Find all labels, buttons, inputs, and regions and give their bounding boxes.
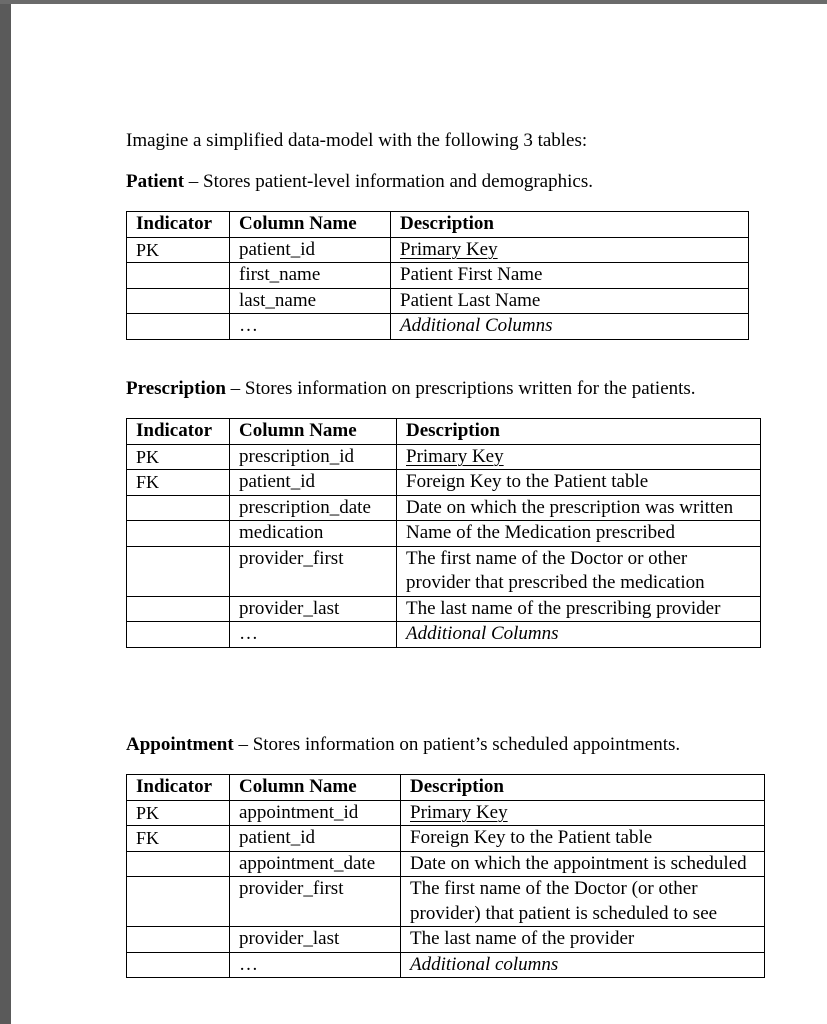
table-row [127, 288, 749, 314]
patient-title: Patient [126, 171, 185, 192]
indicator-cell [127, 495, 230, 521]
header-description: Description [401, 775, 765, 801]
indicator-cell: FK [127, 470, 230, 496]
column-name-cell: patient_id [230, 237, 391, 263]
appointment-description: – Stores information on patient’s scheduled appointments. [233, 734, 681, 755]
description-cell: The first name of the Doctor (or other provider) that patient is scheduled to see [401, 877, 765, 927]
table-row [127, 237, 749, 263]
indicator-cell [127, 263, 230, 289]
indicator-cell [127, 851, 230, 877]
description-cell: Date on which the prescription was written [397, 495, 761, 521]
table-row [127, 444, 761, 470]
column-name-cell: … [230, 622, 397, 648]
description-cell: The last name of the prescribing provider [397, 596, 761, 622]
column-name-cell: provider_last [230, 927, 401, 953]
table-row [127, 470, 761, 496]
indicator-cell [127, 877, 230, 927]
intro-text: Imagine a simplified data-model with the following 3 tables: [126, 130, 588, 151]
description-cell: Date on which the appointment is scheduled [401, 851, 765, 877]
description-cell: Foreign Key to the Patient table [397, 470, 761, 496]
table-row [127, 826, 765, 852]
description-cell: Primary Key [401, 800, 765, 826]
description-cell: Foreign Key to the Patient table [401, 826, 765, 852]
table-header-row [127, 212, 749, 238]
table-row [127, 263, 749, 289]
patient-heading [126, 171, 593, 193]
indicator-cell [127, 546, 230, 596]
header-description: Description [391, 212, 749, 238]
header-column-name: Column Name [230, 212, 391, 238]
description-cell: Primary Key [397, 444, 761, 470]
description-cell: Additional columns [401, 952, 765, 978]
description-cell: Primary Key [391, 237, 749, 263]
table-row [127, 851, 765, 877]
indicator-cell [127, 622, 230, 648]
appointment-heading [126, 734, 680, 756]
column-name-cell: appointment_date [230, 851, 401, 877]
indicator-cell: PK [127, 237, 230, 263]
prescription-title: Prescription [126, 378, 226, 399]
table-header-row [127, 775, 765, 801]
column-name-cell: … [230, 314, 391, 340]
column-name-cell: last_name [230, 288, 391, 314]
column-name-cell: provider_first [230, 877, 401, 927]
column-name-cell: provider_last [230, 596, 397, 622]
indicator-cell [127, 952, 230, 978]
indicator-cell [127, 314, 230, 340]
indicator-cell: PK [127, 444, 230, 470]
table-row [127, 952, 765, 978]
description-cell: The last name of the provider [401, 927, 765, 953]
table-row [127, 800, 765, 826]
prescription-table [126, 418, 761, 648]
header-indicator: Indicator [127, 419, 230, 445]
column-name-cell: medication [230, 521, 397, 547]
column-name-cell: patient_id [230, 470, 397, 496]
column-name-cell: first_name [230, 263, 391, 289]
table-row [127, 521, 761, 547]
indicator-cell [127, 596, 230, 622]
patient-table [126, 211, 749, 340]
indicator-cell [127, 521, 230, 547]
header-indicator: Indicator [127, 775, 230, 801]
table-header-row [127, 419, 761, 445]
table-row [127, 314, 749, 340]
description-cell: Patient First Name [391, 263, 749, 289]
prescription-description: – Stores information on prescriptions written for the patients. [225, 378, 696, 399]
description-cell: Additional Columns [397, 622, 761, 648]
header-indicator: Indicator [127, 212, 230, 238]
header-description: Description [397, 419, 761, 445]
column-name-cell: … [230, 952, 401, 978]
column-name-cell: patient_id [230, 826, 401, 852]
header-column-name: Column Name [230, 775, 401, 801]
table-row [127, 622, 761, 648]
description-cell: The first name of the Doctor or other provider that prescribed the medication [397, 546, 761, 596]
indicator-cell: PK [127, 800, 230, 826]
description-cell: Additional Columns [391, 314, 749, 340]
column-name-cell: appointment_id [230, 800, 401, 826]
indicator-cell: FK [127, 826, 230, 852]
column-name-cell: provider_first [230, 546, 397, 596]
table-row [127, 546, 761, 596]
header-column-name: Column Name [230, 419, 397, 445]
description-cell: Name of the Medication prescribed [397, 521, 761, 547]
table-row [127, 495, 761, 521]
description-cell: Patient Last Name [391, 288, 749, 314]
column-name-cell: prescription_id [230, 444, 397, 470]
table-row [127, 596, 761, 622]
indicator-cell [127, 288, 230, 314]
prescription-heading [126, 378, 696, 400]
table-row [127, 927, 765, 953]
column-name-cell: prescription_date [230, 495, 397, 521]
appointment-title: Appointment [126, 734, 234, 755]
table-row [127, 877, 765, 927]
indicator-cell [127, 927, 230, 953]
appointment-table [126, 774, 765, 978]
patient-description: – Stores patient-level information and demographics. [184, 171, 593, 192]
